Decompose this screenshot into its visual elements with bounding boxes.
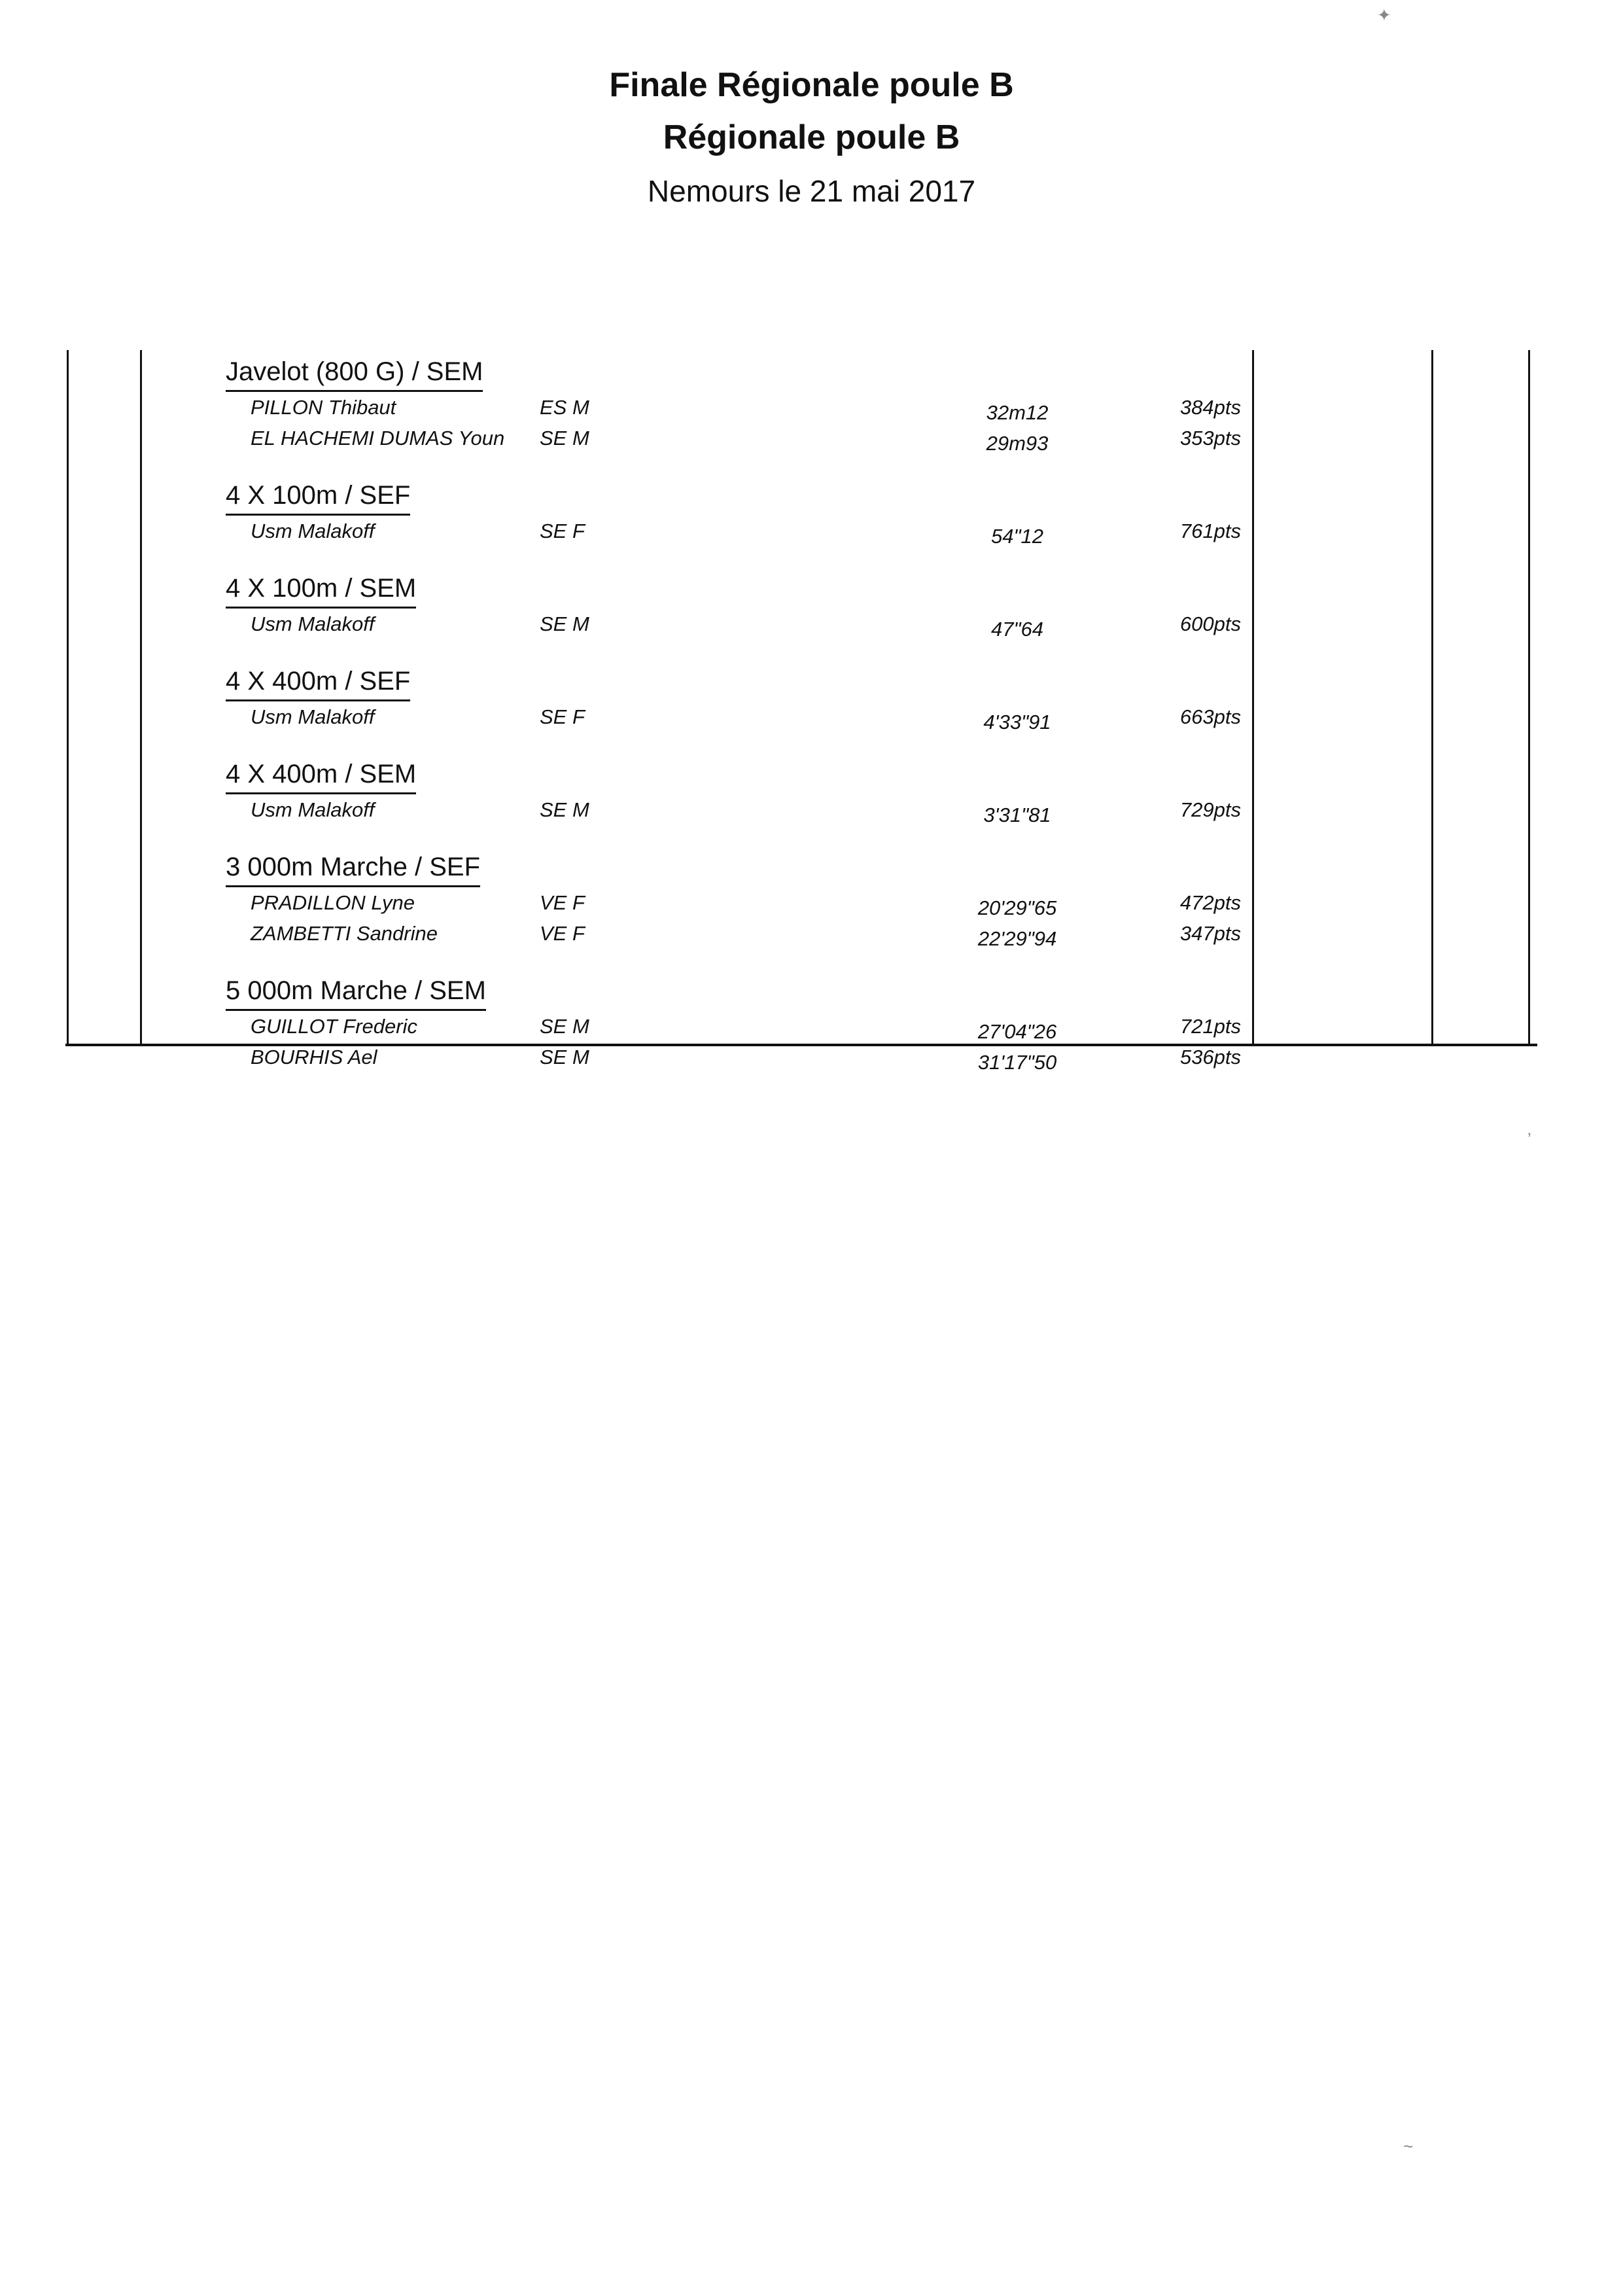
event-block — [226, 663, 1272, 732]
event-title: 4 X 100m / SEM — [226, 570, 416, 609]
result-row — [226, 1042, 1272, 1072]
page-title: Finale Régionale poule B — [609, 66, 1014, 104]
athlete-category: SE M — [540, 427, 589, 450]
athlete-name: Usm Malakoff — [251, 798, 375, 821]
athlete-name: ZAMBETTI Sandrine — [251, 922, 438, 945]
result-row — [226, 516, 1272, 546]
points: 347pts — [1179, 922, 1241, 945]
points: 729pts — [1179, 798, 1241, 821]
points: 721pts — [1179, 1015, 1241, 1038]
points: 353pts — [1179, 427, 1241, 450]
event-title: 4 X 400m / SEF — [226, 663, 410, 701]
performance: 20'29"65 — [977, 896, 1057, 919]
results-list — [226, 353, 1272, 1096]
performance: 22'29"94 — [977, 927, 1057, 950]
event-title: 4 X 400m / SEM — [226, 756, 416, 794]
athlete-category: SE M — [540, 1046, 589, 1069]
event-block — [226, 353, 1272, 453]
performance: 29m93 — [986, 432, 1049, 455]
result-row — [226, 1011, 1272, 1042]
result-row — [226, 392, 1272, 423]
athlete-category: SE M — [540, 798, 589, 821]
event-title: Javelot (800 G) / SEM — [226, 353, 483, 392]
points: 536pts — [1179, 1046, 1241, 1069]
athlete-name: PILLON Thibaut — [251, 396, 396, 419]
athlete-name: Usm Malakoff — [251, 612, 375, 635]
performance: 32m12 — [986, 401, 1049, 424]
performance: 4'33"91 — [983, 711, 1051, 733]
location-date: Nemours le 21 mai 2017 — [647, 174, 976, 208]
athlete-category: SE F — [540, 520, 585, 542]
points: 384pts — [1179, 396, 1241, 419]
performance: 3'31"81 — [983, 804, 1051, 826]
athlete-category: SE F — [540, 705, 585, 728]
athlete-name: Usm Malakoff — [251, 520, 375, 542]
table-column-divider — [140, 350, 142, 1044]
performance: 27'04"26 — [977, 1020, 1057, 1043]
points: 663pts — [1179, 705, 1241, 728]
result-row — [226, 609, 1272, 639]
result-row — [226, 918, 1272, 949]
event-block — [226, 849, 1272, 949]
athlete-category: VE F — [540, 922, 585, 945]
performance: 47"64 — [991, 618, 1043, 641]
result-row — [226, 794, 1272, 825]
points: 761pts — [1179, 520, 1241, 542]
athlete-name: EL HACHEMI DUMAS Youn — [251, 427, 505, 450]
table-border-left — [67, 350, 69, 1044]
performance: 54"12 — [991, 525, 1043, 548]
athlete-name: BOURHIS Ael — [251, 1046, 377, 1069]
table-column-divider — [1431, 350, 1433, 1044]
scan-mark: ✦ — [1377, 5, 1391, 25]
points: 472pts — [1179, 891, 1241, 914]
result-row — [226, 887, 1272, 918]
event-title: 3 000m Marche / SEF — [226, 849, 480, 887]
scan-mark: ~ — [1403, 2136, 1414, 2156]
athlete-name: Usm Malakoff — [251, 705, 375, 728]
athlete-category: SE M — [540, 1015, 589, 1038]
page-subtitle: Régionale poule B — [663, 118, 960, 156]
performance: 31'17"50 — [977, 1051, 1057, 1074]
points: 600pts — [1179, 612, 1241, 635]
athlete-name: PRADILLON Lyne — [251, 891, 415, 914]
event-title: 4 X 100m / SEF — [226, 477, 410, 516]
event-title: 5 000m Marche / SEM — [226, 972, 486, 1011]
table-border-right — [1528, 350, 1530, 1044]
event-block — [226, 972, 1272, 1072]
event-block — [226, 570, 1272, 639]
athlete-name: GUILLOT Frederic — [251, 1015, 417, 1038]
athlete-category: VE F — [540, 891, 585, 914]
athlete-category: ES M — [540, 396, 589, 419]
athlete-category: SE M — [540, 612, 589, 635]
scan-mark: ‚ — [1527, 1119, 1531, 1139]
event-block — [226, 756, 1272, 825]
result-row — [226, 701, 1272, 732]
result-row — [226, 423, 1272, 453]
event-block — [226, 477, 1272, 546]
